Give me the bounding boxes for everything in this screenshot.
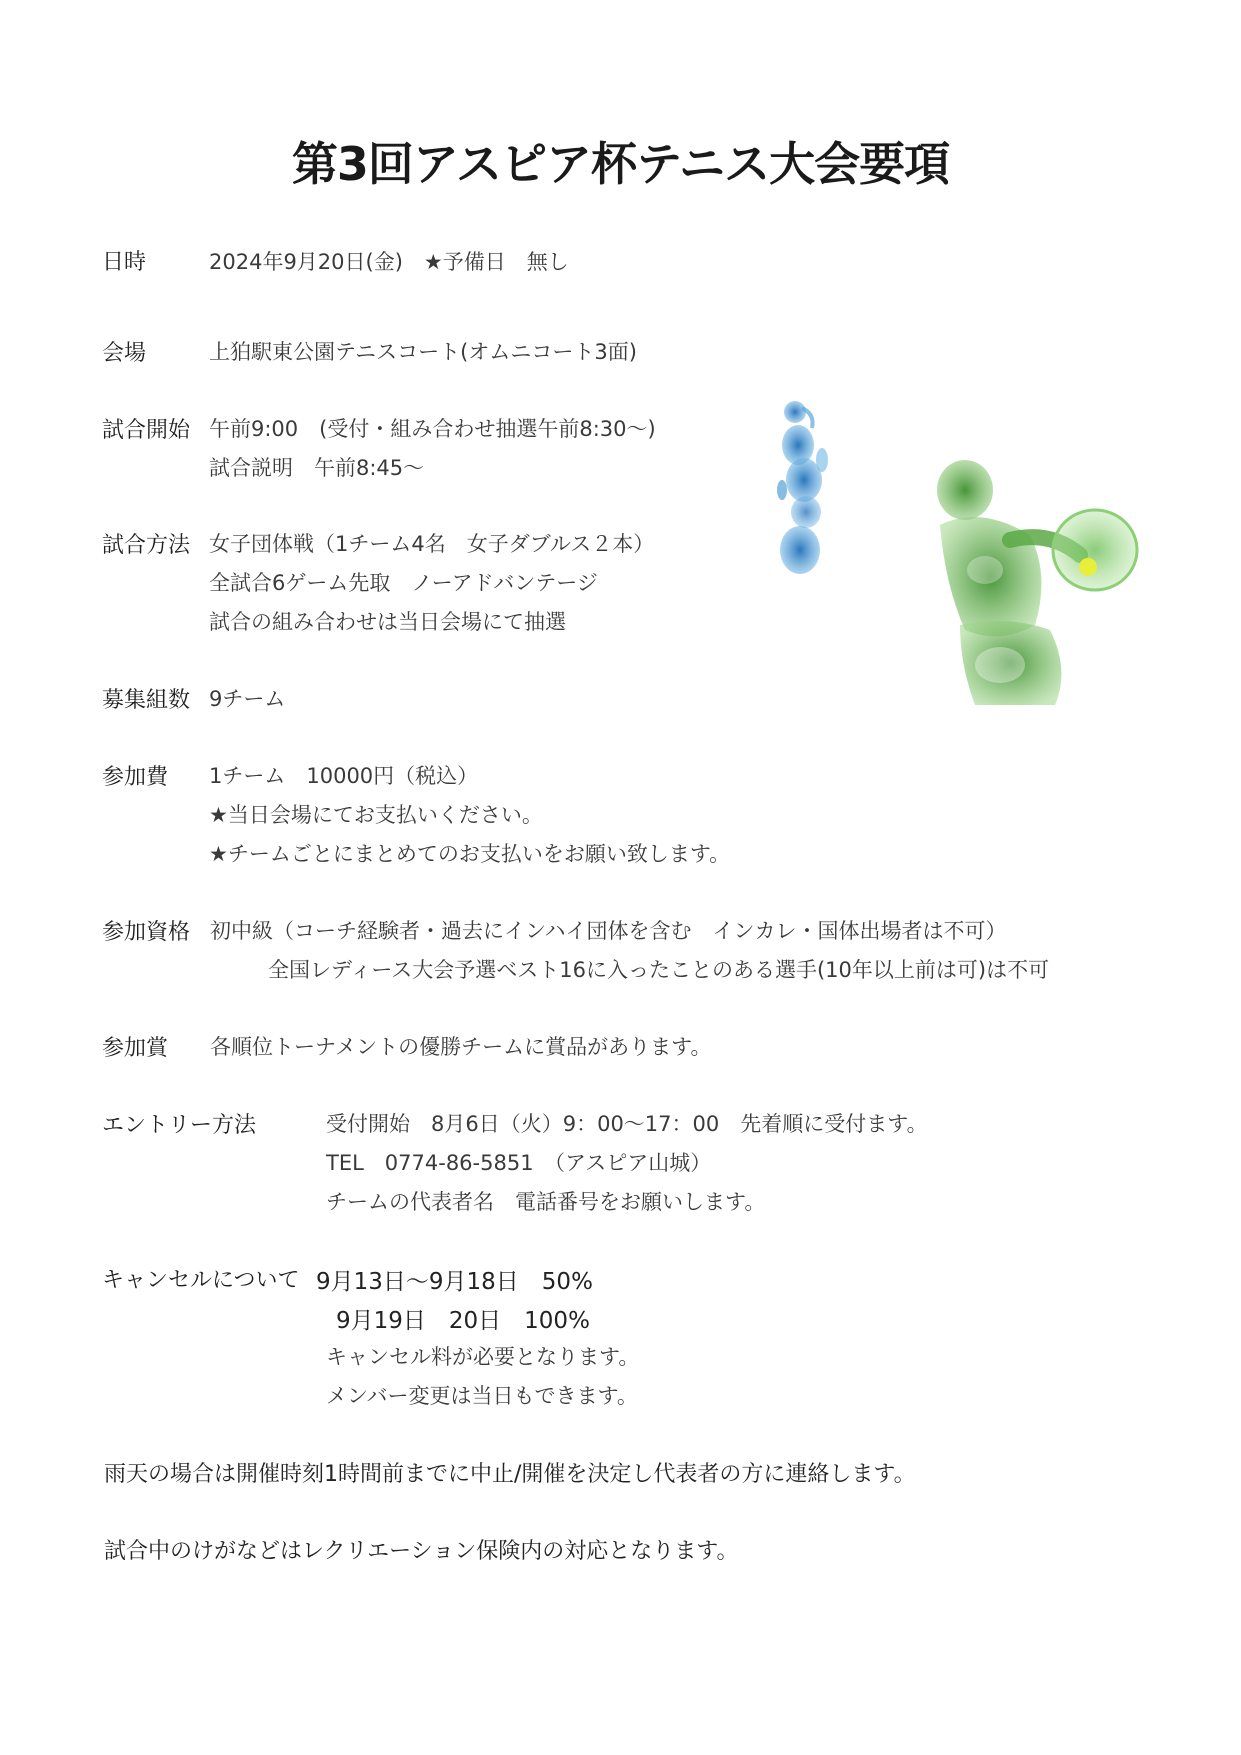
cancel-line3: キャンセル料が必要となります。 (326, 1345, 640, 1369)
blue-player-illustration (770, 400, 840, 595)
injury-notice: 試合中のけがなどはレクリエーション保険内の対応となります。 (104, 1539, 739, 1564)
date-value: 2024年9月20日(金) ★予備日 無し (209, 250, 569, 274)
prize-value: 各順位トーナメントの優勝チームに賞品があります。 (210, 1035, 712, 1059)
date-label: 日時 (102, 250, 147, 275)
entry-label: エントリー方法 (102, 1113, 257, 1138)
method-line1: 女子団体戦（1チーム4名 女子ダブルス２本） (209, 532, 655, 556)
fee-line3: ★チームごとにまとめてのお支払いをお願い致します。 (209, 842, 731, 866)
qualification-line1: 初中級（コーチ経験者・過去にインハイ団体を含む インカレ・国体出場者は不可） (210, 919, 1007, 943)
venue-value: 上狛駅東公園テニスコート(オムニコート3面) (209, 340, 637, 364)
fee-line2: ★当日会場にてお支払いください。 (209, 803, 543, 827)
teams-value: 9チーム (209, 687, 286, 711)
start-line1: 午前9:00 (受付・組み合わせ抽選午前8:30～) (209, 417, 656, 441)
start-label: 試合開始 (102, 418, 191, 443)
cancel-line4: メンバー変更は当日もできます。 (326, 1384, 638, 1408)
method-line3: 試合の組み合わせは当日会場にて抽選 (209, 610, 566, 634)
cancel-line2: 9月19日 20日 100% (336, 1308, 590, 1334)
cancel-line1: 9月13日～9月18日 50% (316, 1269, 593, 1295)
entry-line3: チームの代表者名 電話番号をお願いします。 (326, 1190, 766, 1214)
entry-line1: 受付開始 8月6日（火）9：00～17：00 先着順に受付ます。 (326, 1112, 928, 1136)
rain-notice: 雨天の場合は開催時刻1時間前までに中止/開催を決定し代表者の方に連絡します。 (104, 1462, 916, 1487)
document-title: 第3回アスピア杯テニス大会要項 (291, 137, 950, 191)
method-label: 試合方法 (102, 533, 191, 558)
fee-label: 参加費 (102, 765, 169, 790)
qualification-label: 参加資格 (102, 920, 191, 945)
qualification-line2: 全国レディース大会予選ベスト16に入ったことのある選手(10年以上前は可)は不可 (268, 958, 1050, 982)
start-line2: 試合説明 午前8:45～ (209, 456, 425, 480)
venue-label: 会場 (102, 341, 147, 366)
teams-label: 募集組数 (102, 688, 191, 713)
prize-label: 参加賞 (102, 1036, 169, 1061)
entry-line2: TEL 0774-86-5851 （アスピア山城） (326, 1151, 712, 1175)
green-player-illustration (920, 455, 1145, 710)
method-line2: 全試合6ゲーム先取 ノーアドバンテージ (209, 571, 598, 595)
cancel-label: キャンセルについて (102, 1268, 300, 1293)
fee-line1: 1チーム 10000円（税込） (209, 764, 479, 788)
